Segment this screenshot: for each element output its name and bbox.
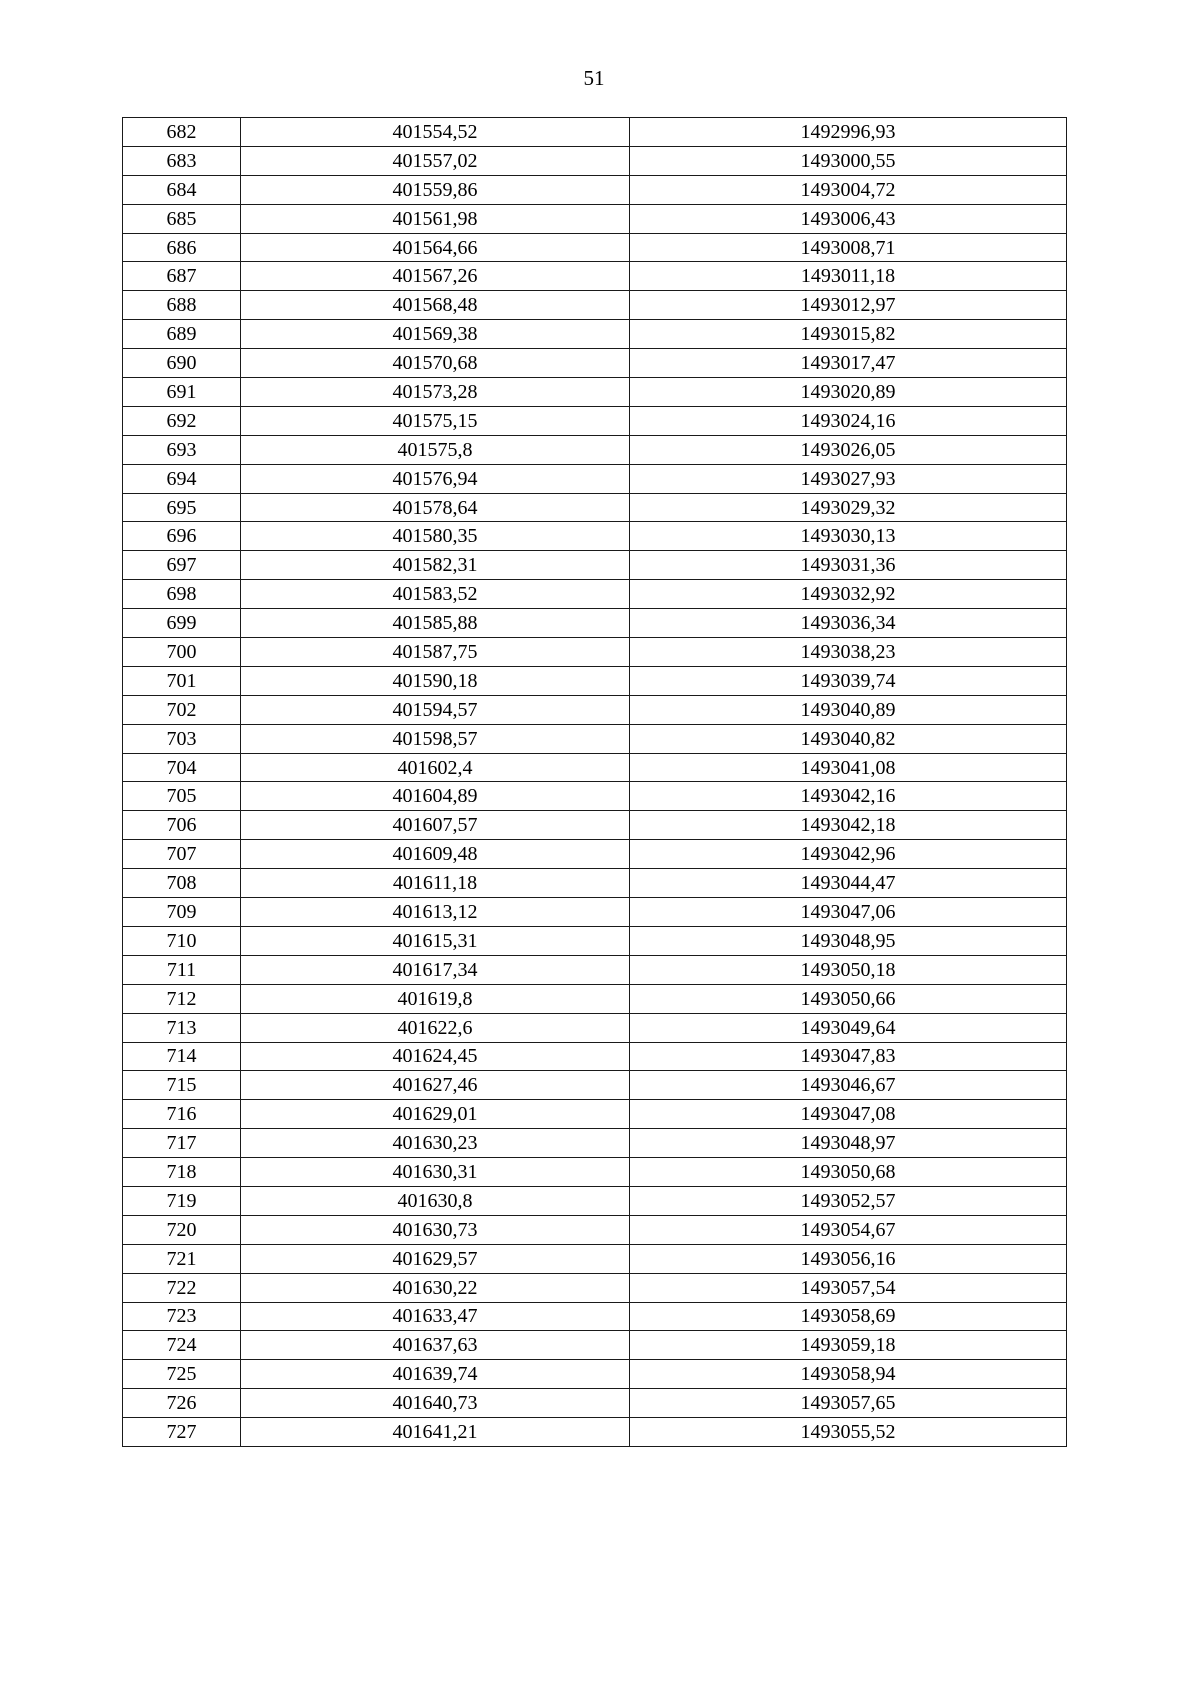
table-row <box>123 609 1067 638</box>
y-coordinate-cell: 1493024,16 <box>630 406 1067 435</box>
x-coordinate-cell: 401559,86 <box>241 175 630 204</box>
table-row <box>123 638 1067 667</box>
x-coordinate-cell: 401637,63 <box>241 1331 630 1360</box>
table-row <box>123 262 1067 291</box>
table-row <box>123 1158 1067 1187</box>
y-coordinate-cell: 1493050,68 <box>630 1158 1067 1187</box>
x-coordinate-cell: 401629,57 <box>241 1244 630 1273</box>
y-coordinate-cell: 1492996,93 <box>630 118 1067 147</box>
table-row <box>123 1129 1067 1158</box>
x-coordinate-cell: 401568,48 <box>241 291 630 320</box>
x-coordinate-cell: 401639,74 <box>241 1360 630 1389</box>
table-row <box>123 840 1067 869</box>
table-row <box>123 291 1067 320</box>
table-row <box>123 1302 1067 1331</box>
coordinates-table <box>122 117 1067 1447</box>
point-number-cell: 717 <box>123 1129 241 1158</box>
y-coordinate-cell: 1493046,67 <box>630 1071 1067 1100</box>
y-coordinate-cell: 1493041,08 <box>630 753 1067 782</box>
point-number-cell: 688 <box>123 291 241 320</box>
x-coordinate-cell: 401583,52 <box>241 580 630 609</box>
x-coordinate-cell: 401587,75 <box>241 638 630 667</box>
table-row <box>123 522 1067 551</box>
x-coordinate-cell: 401630,31 <box>241 1158 630 1187</box>
x-coordinate-cell: 401585,88 <box>241 609 630 638</box>
point-number-cell: 708 <box>123 869 241 898</box>
y-coordinate-cell: 1493047,06 <box>630 898 1067 927</box>
x-coordinate-cell: 401630,73 <box>241 1215 630 1244</box>
y-coordinate-cell: 1493017,47 <box>630 349 1067 378</box>
y-coordinate-cell: 1493047,83 <box>630 1042 1067 1071</box>
table-row <box>123 493 1067 522</box>
table-row <box>123 551 1067 580</box>
point-number-cell: 719 <box>123 1186 241 1215</box>
point-number-cell: 705 <box>123 782 241 811</box>
x-coordinate-cell: 401624,45 <box>241 1042 630 1071</box>
point-number-cell: 723 <box>123 1302 241 1331</box>
x-coordinate-cell: 401578,64 <box>241 493 630 522</box>
x-coordinate-cell: 401594,57 <box>241 695 630 724</box>
table-row <box>123 869 1067 898</box>
point-number-cell: 695 <box>123 493 241 522</box>
x-coordinate-cell: 401598,57 <box>241 724 630 753</box>
y-coordinate-cell: 1493057,54 <box>630 1273 1067 1302</box>
y-coordinate-cell: 1493056,16 <box>630 1244 1067 1273</box>
x-coordinate-cell: 401575,8 <box>241 435 630 464</box>
y-coordinate-cell: 1493036,34 <box>630 609 1067 638</box>
y-coordinate-cell: 1493038,23 <box>630 638 1067 667</box>
y-coordinate-cell: 1493004,72 <box>630 175 1067 204</box>
point-number-cell: 710 <box>123 926 241 955</box>
y-coordinate-cell: 1493044,47 <box>630 869 1067 898</box>
y-coordinate-cell: 1493047,08 <box>630 1100 1067 1129</box>
x-coordinate-cell: 401607,57 <box>241 811 630 840</box>
x-coordinate-cell: 401617,34 <box>241 955 630 984</box>
x-coordinate-cell: 401602,4 <box>241 753 630 782</box>
point-number-cell: 725 <box>123 1360 241 1389</box>
point-number-cell: 711 <box>123 955 241 984</box>
point-number-cell: 715 <box>123 1071 241 1100</box>
table-row <box>123 233 1067 262</box>
table-row <box>123 926 1067 955</box>
point-number-cell: 724 <box>123 1331 241 1360</box>
table-row <box>123 406 1067 435</box>
y-coordinate-cell: 1493039,74 <box>630 666 1067 695</box>
y-coordinate-cell: 1493040,89 <box>630 695 1067 724</box>
y-coordinate-cell: 1493055,52 <box>630 1418 1067 1447</box>
x-coordinate-cell: 401561,98 <box>241 204 630 233</box>
x-coordinate-cell: 401615,31 <box>241 926 630 955</box>
y-coordinate-cell: 1493050,66 <box>630 984 1067 1013</box>
y-coordinate-cell: 1493058,69 <box>630 1302 1067 1331</box>
point-number-cell: 712 <box>123 984 241 1013</box>
x-coordinate-cell: 401641,21 <box>241 1418 630 1447</box>
point-number-cell: 689 <box>123 320 241 349</box>
y-coordinate-cell: 1493058,94 <box>630 1360 1067 1389</box>
x-coordinate-cell: 401557,02 <box>241 146 630 175</box>
table-row <box>123 1042 1067 1071</box>
table-body <box>123 118 1067 1447</box>
table-row <box>123 782 1067 811</box>
x-coordinate-cell: 401554,52 <box>241 118 630 147</box>
x-coordinate-cell: 401580,35 <box>241 522 630 551</box>
y-coordinate-cell: 1493027,93 <box>630 464 1067 493</box>
point-number-cell: 694 <box>123 464 241 493</box>
table-row <box>123 753 1067 782</box>
y-coordinate-cell: 1493048,95 <box>630 926 1067 955</box>
table-row <box>123 1215 1067 1244</box>
point-number-cell: 716 <box>123 1100 241 1129</box>
table-row <box>123 1244 1067 1273</box>
table-row <box>123 146 1067 175</box>
table-row <box>123 811 1067 840</box>
y-coordinate-cell: 1493000,55 <box>630 146 1067 175</box>
point-number-cell: 727 <box>123 1418 241 1447</box>
table-row <box>123 724 1067 753</box>
point-number-cell: 714 <box>123 1042 241 1071</box>
y-coordinate-cell: 1493059,18 <box>630 1331 1067 1360</box>
table-row <box>123 1013 1067 1042</box>
table-row <box>123 1389 1067 1418</box>
x-coordinate-cell: 401630,22 <box>241 1273 630 1302</box>
y-coordinate-cell: 1493031,36 <box>630 551 1067 580</box>
y-coordinate-cell: 1493015,82 <box>630 320 1067 349</box>
table-row <box>123 435 1067 464</box>
table-row <box>123 666 1067 695</box>
table-row <box>123 1331 1067 1360</box>
point-number-cell: 703 <box>123 724 241 753</box>
table-row <box>123 1360 1067 1389</box>
x-coordinate-cell: 401627,46 <box>241 1071 630 1100</box>
x-coordinate-cell: 401569,38 <box>241 320 630 349</box>
y-coordinate-cell: 1493048,97 <box>630 1129 1067 1158</box>
point-number-cell: 709 <box>123 898 241 927</box>
x-coordinate-cell: 401582,31 <box>241 551 630 580</box>
point-number-cell: 686 <box>123 233 241 262</box>
point-number-cell: 726 <box>123 1389 241 1418</box>
table-row <box>123 898 1067 927</box>
x-coordinate-cell: 401630,23 <box>241 1129 630 1158</box>
point-number-cell: 687 <box>123 262 241 291</box>
point-number-cell: 682 <box>123 118 241 147</box>
x-coordinate-cell: 401570,68 <box>241 349 630 378</box>
y-coordinate-cell: 1493042,16 <box>630 782 1067 811</box>
x-coordinate-cell: 401576,94 <box>241 464 630 493</box>
point-number-cell: 683 <box>123 146 241 175</box>
point-number-cell: 691 <box>123 378 241 407</box>
x-coordinate-cell: 401604,89 <box>241 782 630 811</box>
point-number-cell: 713 <box>123 1013 241 1042</box>
x-coordinate-cell: 401633,47 <box>241 1302 630 1331</box>
x-coordinate-cell: 401573,28 <box>241 378 630 407</box>
x-coordinate-cell: 401629,01 <box>241 1100 630 1129</box>
x-coordinate-cell: 401640,73 <box>241 1389 630 1418</box>
y-coordinate-cell: 1493011,18 <box>630 262 1067 291</box>
y-coordinate-cell: 1493006,43 <box>630 204 1067 233</box>
table-row <box>123 378 1067 407</box>
y-coordinate-cell: 1493040,82 <box>630 724 1067 753</box>
point-number-cell: 697 <box>123 551 241 580</box>
point-number-cell: 722 <box>123 1273 241 1302</box>
y-coordinate-cell: 1493030,13 <box>630 522 1067 551</box>
point-number-cell: 699 <box>123 609 241 638</box>
table-row <box>123 349 1067 378</box>
point-number-cell: 684 <box>123 175 241 204</box>
x-coordinate-cell: 401619,8 <box>241 984 630 1013</box>
y-coordinate-cell: 1493032,92 <box>630 580 1067 609</box>
x-coordinate-cell: 401590,18 <box>241 666 630 695</box>
x-coordinate-cell: 401575,15 <box>241 406 630 435</box>
point-number-cell: 700 <box>123 638 241 667</box>
point-number-cell: 693 <box>123 435 241 464</box>
x-coordinate-cell: 401613,12 <box>241 898 630 927</box>
page-number: 51 <box>583 66 605 90</box>
x-coordinate-cell: 401564,66 <box>241 233 630 262</box>
table-row <box>123 1186 1067 1215</box>
y-coordinate-cell: 1493052,57 <box>630 1186 1067 1215</box>
point-number-cell: 720 <box>123 1215 241 1244</box>
y-coordinate-cell: 1493020,89 <box>630 378 1067 407</box>
x-coordinate-cell: 401622,6 <box>241 1013 630 1042</box>
table-row <box>123 464 1067 493</box>
table-row <box>123 695 1067 724</box>
table-row <box>123 118 1067 147</box>
table-row <box>123 1071 1067 1100</box>
y-coordinate-cell: 1493054,67 <box>630 1215 1067 1244</box>
y-coordinate-cell: 1493029,32 <box>630 493 1067 522</box>
point-number-cell: 721 <box>123 1244 241 1273</box>
y-coordinate-cell: 1493050,18 <box>630 955 1067 984</box>
table-row <box>123 580 1067 609</box>
point-number-cell: 698 <box>123 580 241 609</box>
y-coordinate-cell: 1493008,71 <box>630 233 1067 262</box>
x-coordinate-cell: 401630,8 <box>241 1186 630 1215</box>
point-number-cell: 706 <box>123 811 241 840</box>
table-row <box>123 204 1067 233</box>
table-row <box>123 1100 1067 1129</box>
x-coordinate-cell: 401609,48 <box>241 840 630 869</box>
x-coordinate-cell: 401567,26 <box>241 262 630 291</box>
y-coordinate-cell: 1493026,05 <box>630 435 1067 464</box>
point-number-cell: 702 <box>123 695 241 724</box>
y-coordinate-cell: 1493057,65 <box>630 1389 1067 1418</box>
table-row <box>123 955 1067 984</box>
table-row <box>123 1273 1067 1302</box>
point-number-cell: 696 <box>123 522 241 551</box>
point-number-cell: 690 <box>123 349 241 378</box>
table-row <box>123 984 1067 1013</box>
point-number-cell: 718 <box>123 1158 241 1187</box>
y-coordinate-cell: 1493042,96 <box>630 840 1067 869</box>
y-coordinate-cell: 1493049,64 <box>630 1013 1067 1042</box>
table-row <box>123 1418 1067 1447</box>
y-coordinate-cell: 1493042,18 <box>630 811 1067 840</box>
point-number-cell: 692 <box>123 406 241 435</box>
table-row <box>123 175 1067 204</box>
x-coordinate-cell: 401611,18 <box>241 869 630 898</box>
y-coordinate-cell: 1493012,97 <box>630 291 1067 320</box>
point-number-cell: 704 <box>123 753 241 782</box>
table-row <box>123 320 1067 349</box>
point-number-cell: 685 <box>123 204 241 233</box>
point-number-cell: 707 <box>123 840 241 869</box>
point-number-cell: 701 <box>123 666 241 695</box>
